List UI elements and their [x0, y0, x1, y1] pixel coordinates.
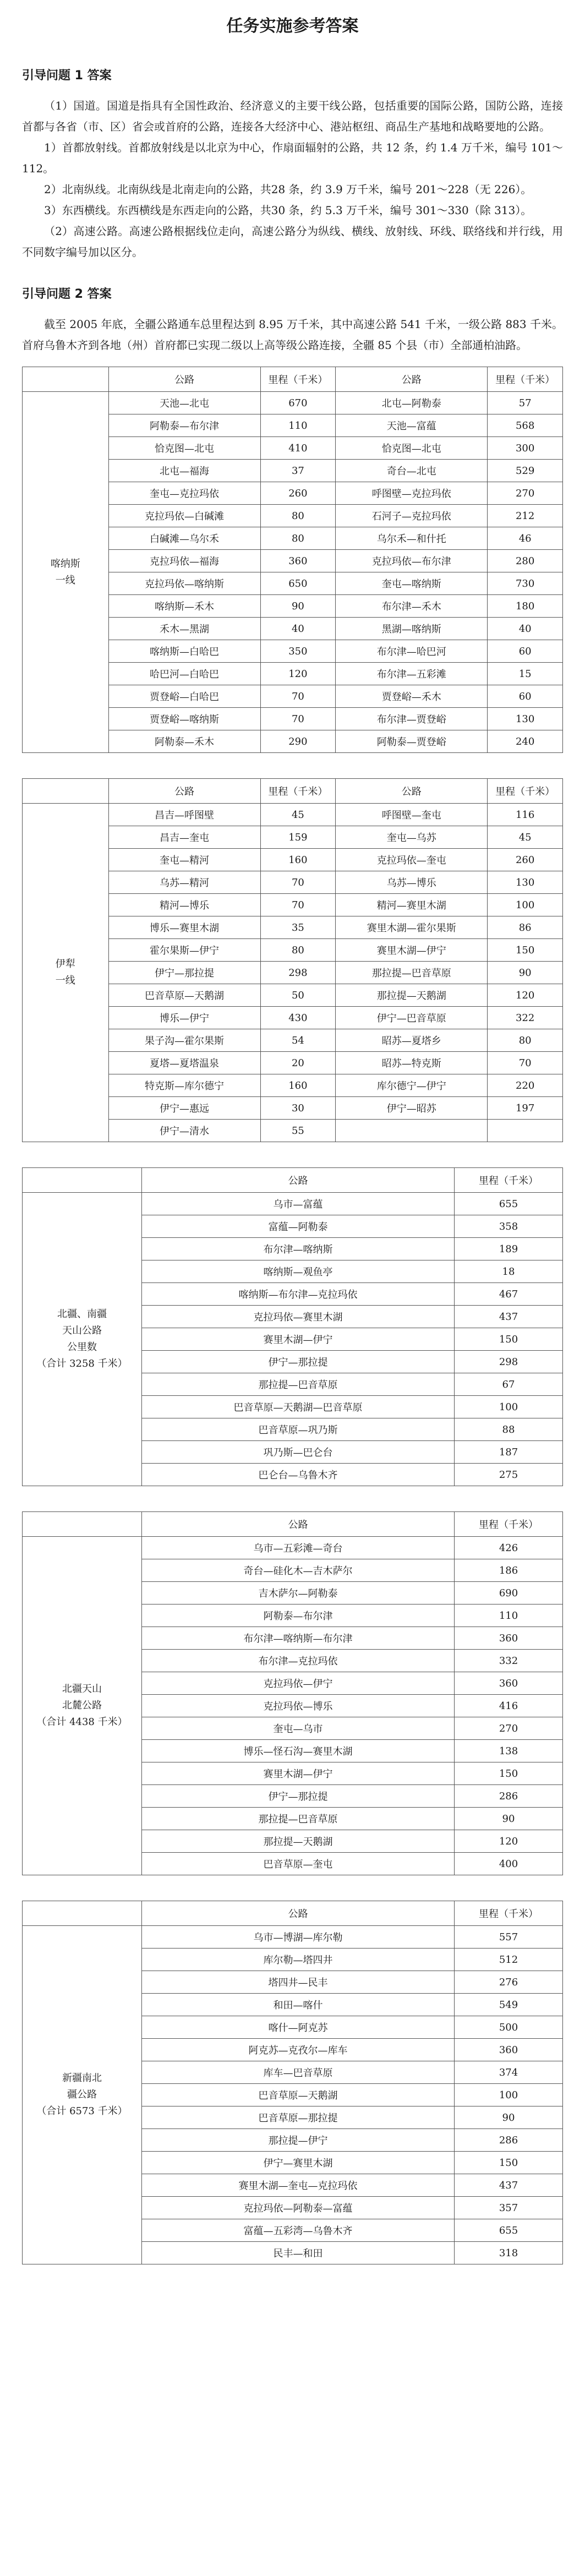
km-cell: 110 — [260, 414, 336, 437]
road-cell: 天池—富蕴 — [336, 414, 488, 437]
km-cell: 37 — [260, 460, 336, 482]
km-cell: 80 — [260, 527, 336, 550]
km-cell: 40 — [488, 618, 563, 640]
xinjiang-north-south-table — [22, 1901, 563, 2264]
road-cell: 库尔德宁—伊宁 — [336, 1074, 488, 1097]
group-label: 伊犁 一线 — [23, 804, 109, 1142]
km-cell: 730 — [488, 572, 563, 595]
ili-line-table — [22, 778, 563, 1142]
header-road: 公路 — [142, 1512, 455, 1537]
road-cell: 精河—赛里木湖 — [336, 894, 488, 916]
road-cell: 吉木萨尔—阿勒泰 — [142, 1582, 455, 1604]
km-cell: 110 — [455, 1604, 563, 1627]
road-cell: 库尔勒—塔四井 — [142, 1949, 455, 1971]
group-label: 北疆、南疆 天山公路 公里数 （合计 3258 千米） — [23, 1193, 142, 1486]
km-cell: 670 — [260, 392, 336, 414]
km-cell: 80 — [260, 505, 336, 527]
table-row — [23, 1193, 563, 1215]
km-cell: 260 — [260, 482, 336, 505]
road-cell: 布尔津—喀纳斯 — [142, 1238, 455, 1260]
road-cell: 库车—巴音草原 — [142, 2061, 455, 2084]
road-cell: 呼图壁—克拉玛依 — [336, 482, 488, 505]
km-cell: 655 — [455, 1193, 563, 1215]
road-cell: 奎屯—克拉玛依 — [108, 482, 260, 505]
km-cell: 116 — [488, 804, 563, 826]
road-cell: 赛里木湖—伊宁 — [336, 939, 488, 962]
km-cell: 332 — [455, 1650, 563, 1672]
km-cell: 318 — [455, 2242, 563, 2264]
km-cell: 90 — [455, 1808, 563, 1830]
road-cell: 克拉玛依—赛里木湖 — [142, 1306, 455, 1328]
km-cell: 150 — [488, 939, 563, 962]
km-cell: 220 — [488, 1074, 563, 1097]
km-cell: 70 — [260, 871, 336, 894]
road-cell: 伊宁—那拉提 — [142, 1351, 455, 1373]
km-cell: 50 — [260, 984, 336, 1007]
header-road: 公路 — [142, 1901, 455, 1926]
road-cell: 布尔津—克拉玛依 — [142, 1650, 455, 1672]
road-cell: 呼图壁—奎屯 — [336, 804, 488, 826]
table-row — [23, 392, 563, 414]
header-km: 里程（千米） — [488, 779, 563, 804]
header-road: 公路 — [336, 367, 488, 392]
road-cell: 巴音草原—奎屯 — [142, 1853, 455, 1875]
road-cell: 伊宁—那拉提 — [142, 1785, 455, 1808]
table-row — [23, 1926, 563, 1949]
road-cell: 阿勒泰—布尔津 — [142, 1604, 455, 1627]
road-cell: 巴音草原—巩乃斯 — [142, 1418, 455, 1441]
road-cell: 巴仑台—乌鲁木齐 — [142, 1464, 455, 1486]
km-cell: 189 — [455, 1238, 563, 1260]
km-cell: 70 — [260, 894, 336, 916]
km-cell: 130 — [488, 871, 563, 894]
road-cell: 黑湖—喀纳斯 — [336, 618, 488, 640]
km-cell: 60 — [488, 640, 563, 663]
table-row — [23, 804, 563, 826]
road-cell: 赛里木湖—伊宁 — [142, 1762, 455, 1785]
km-cell: 270 — [455, 1717, 563, 1740]
km-cell: 568 — [488, 414, 563, 437]
km-cell: 650 — [260, 572, 336, 595]
km-cell: 437 — [455, 2174, 563, 2197]
road-cell: 特克斯—库尔德宁 — [108, 1074, 260, 1097]
header-km: 里程（千米） — [455, 1168, 563, 1193]
road-cell: 布尔津—五彩滩 — [336, 663, 488, 685]
km-cell: 159 — [260, 826, 336, 849]
road-cell: 克拉玛依—福海 — [108, 550, 260, 572]
road-cell: 伊宁—那拉提 — [108, 962, 260, 984]
road-cell: 富蕴—阿勒泰 — [142, 1215, 455, 1238]
road-cell: 石河子—克拉玛依 — [336, 505, 488, 527]
road-cell: 那拉提—巴音草原 — [142, 1808, 455, 1830]
road-cell: 霍尔果斯—伊宁 — [108, 939, 260, 962]
road-cell: 夏塔—夏塔温泉 — [108, 1052, 260, 1074]
road-cell: 乌尔禾—和什托 — [336, 527, 488, 550]
road-cell: 伊宁—巴音草原 — [336, 1007, 488, 1029]
km-cell: 35 — [260, 916, 336, 939]
road-cell: 禾木—黑湖 — [108, 618, 260, 640]
km-cell: 160 — [260, 849, 336, 871]
km-cell: 100 — [455, 1396, 563, 1418]
km-cell: 374 — [455, 2061, 563, 2084]
km-cell: 512 — [455, 1949, 563, 1971]
road-cell: 赛里木湖—奎屯—克拉玛依 — [142, 2174, 455, 2197]
km-cell: 300 — [488, 437, 563, 460]
table-row — [23, 1537, 563, 1559]
road-cell: 伊宁—昭苏 — [336, 1097, 488, 1120]
road-cell: 博乐—怪石沟—赛里木湖 — [142, 1740, 455, 1762]
road-cell: 克拉玛依—博乐 — [142, 1695, 455, 1717]
road-cell: 奇台—北屯 — [336, 460, 488, 482]
km-cell: 30 — [260, 1097, 336, 1120]
km-cell: 40 — [260, 618, 336, 640]
road-cell: 那拉提—伊宁 — [142, 2129, 455, 2152]
km-cell: 86 — [488, 916, 563, 939]
header-road: 公路 — [108, 367, 260, 392]
header-blank — [23, 1168, 142, 1193]
km-cell: 500 — [455, 2016, 563, 2039]
road-cell: 博乐—伊宁 — [108, 1007, 260, 1029]
km-cell: 416 — [455, 1695, 563, 1717]
tianshan-road-table — [22, 1167, 563, 1486]
road-cell: 那拉提—巴音草原 — [336, 962, 488, 984]
km-cell: 80 — [488, 1029, 563, 1052]
road-cell: 白碱滩—乌尔禾 — [108, 527, 260, 550]
header-km: 里程（千米） — [260, 779, 336, 804]
km-cell: 70 — [260, 685, 336, 708]
km-cell: 360 — [455, 1627, 563, 1650]
road-cell: 昌吉—奎屯 — [108, 826, 260, 849]
road-cell: 恰克图—北屯 — [108, 437, 260, 460]
road-cell: 伊宁—清水 — [108, 1120, 260, 1142]
km-cell: 150 — [455, 2152, 563, 2174]
km-cell: 90 — [488, 962, 563, 984]
road-cell: 巴音草原—天鹅湖—巴音草原 — [142, 1396, 455, 1418]
km-cell: 290 — [260, 730, 336, 753]
road-cell: 奎屯—喀纳斯 — [336, 572, 488, 595]
road-cell: 克拉玛依—喀纳斯 — [108, 572, 260, 595]
km-cell: 298 — [455, 1351, 563, 1373]
road-cell: 那拉提—天鹅湖 — [336, 984, 488, 1007]
road-cell: 克拉玛依—伊宁 — [142, 1672, 455, 1695]
km-cell: 180 — [488, 595, 563, 618]
header-blank — [23, 1512, 142, 1537]
road-cell: 博乐—赛里木湖 — [108, 916, 260, 939]
km-cell: 557 — [455, 1926, 563, 1949]
km-cell: 150 — [455, 1328, 563, 1351]
road-cell: 阿勒泰—贾登峪 — [336, 730, 488, 753]
header-km: 里程（千米） — [260, 367, 336, 392]
km-cell: 120 — [488, 984, 563, 1007]
road-cell: 富蕴—五彩湾—乌鲁木齐 — [142, 2219, 455, 2242]
km-cell: 45 — [488, 826, 563, 849]
km-cell: 60 — [488, 685, 563, 708]
header-km: 里程（千米） — [455, 1512, 563, 1537]
road-cell: 奎屯—精河 — [108, 849, 260, 871]
km-cell: 67 — [455, 1373, 563, 1396]
road-cell: 阿勒泰—布尔津 — [108, 414, 260, 437]
km-cell: 15 — [488, 663, 563, 685]
km-cell: 357 — [455, 2197, 563, 2219]
km-cell: 46 — [488, 527, 563, 550]
q1-paragraph-expressway: （2）高速公路。高速公路根据线位走向，高速公路分为纵线、横线、放射线、环线、联络线和并行线，用不同数字编号加以区分。 — [22, 225, 563, 259]
road-cell: 克拉玛依—布尔津 — [336, 550, 488, 572]
km-cell: 529 — [488, 460, 563, 482]
km-cell: 690 — [455, 1582, 563, 1604]
km-cell: 322 — [488, 1007, 563, 1029]
road-cell: 北屯—阿勒泰 — [336, 392, 488, 414]
km-cell: 286 — [455, 1785, 563, 1808]
road-cell: 阿勒泰—禾木 — [108, 730, 260, 753]
road-cell: 民丰—和田 — [142, 2242, 455, 2264]
header-road: 公路 — [336, 779, 488, 804]
km-cell: 90 — [260, 595, 336, 618]
road-cell: 哈巴河—白哈巴 — [108, 663, 260, 685]
km-cell: 45 — [260, 804, 336, 826]
document-title: 任务实施参考答案 — [226, 17, 359, 36]
km-cell: 437 — [455, 1306, 563, 1328]
north-tianshan-table — [22, 1511, 563, 1875]
km-cell: 426 — [455, 1537, 563, 1559]
km-cell: 360 — [455, 2039, 563, 2061]
km-cell: 138 — [455, 1740, 563, 1762]
header-blank — [23, 779, 109, 804]
km-cell: 187 — [455, 1441, 563, 1464]
km-cell: 130 — [488, 708, 563, 730]
road-cell: 那拉提—天鹅湖 — [142, 1830, 455, 1853]
q1-paragraph-national-roads: （1）国道。国道是指具有全国性政治、经济意义的主要干线公路，包括重要的国际公路，国防公路，连接首都与各省（市、区）省会或首府的公路，连接各大经济中心、港站枢纽、商品生产基地和战略要地的公路。 — [22, 99, 563, 133]
km-cell: 276 — [455, 1971, 563, 1994]
q1-paragraph-north-south: 2）北南纵线。北南纵线是北南走向的公路，共28 条，约 3.9 万千米，编号 201～228（无 226）。 — [44, 183, 532, 196]
q2-paragraph: 截至 2005 年底，全疆公路通车总里程达到 8.95 万千米，其中高速公路 541 千米，一级公路 883 千米。首府乌鲁木齐到各地（州）首府都已实现二级以上高等级公路连接，全疆 85 个县（市）全部通柏油路。 — [22, 318, 563, 352]
group-label: 新疆南北 疆公路 （合计 6573 千米） — [23, 1926, 142, 2264]
road-cell — [336, 1120, 488, 1142]
road-cell: 布尔津—禾木 — [336, 595, 488, 618]
road-cell: 昌吉—呼图壁 — [108, 804, 260, 826]
road-cell: 赛里木湖—伊宁 — [142, 1328, 455, 1351]
table-header-row — [23, 1512, 563, 1537]
road-cell: 塔四井—民丰 — [142, 1971, 455, 1994]
question-2-heading: 引导问题 2 答案 — [22, 287, 112, 301]
road-cell: 布尔津—哈巴河 — [336, 640, 488, 663]
road-cell: 乌市—博湖—库尔勒 — [142, 1926, 455, 1949]
km-cell: 90 — [455, 2106, 563, 2129]
km-cell: 160 — [260, 1074, 336, 1097]
km-cell: 70 — [260, 708, 336, 730]
road-cell: 克拉玛依—阿勒泰—富蕴 — [142, 2197, 455, 2219]
road-cell: 乌苏—精河 — [108, 871, 260, 894]
km-cell: 286 — [455, 2129, 563, 2152]
road-cell: 巴音草原—那拉提 — [142, 2106, 455, 2129]
road-cell: 喀纳斯—观鱼亭 — [142, 1260, 455, 1283]
road-cell: 昭苏—夏塔乡 — [336, 1029, 488, 1052]
road-cell: 贾登峪—喀纳斯 — [108, 708, 260, 730]
table-header-row — [23, 1168, 563, 1193]
road-cell: 布尔津—贾登峪 — [336, 708, 488, 730]
group-label: 喀纳斯 一线 — [23, 392, 109, 753]
km-cell: 197 — [488, 1097, 563, 1120]
group-label: 北疆天山 北麓公路 （合计 4438 千米） — [23, 1537, 142, 1875]
road-cell: 昭苏—特克斯 — [336, 1052, 488, 1074]
km-cell: 20 — [260, 1052, 336, 1074]
road-cell: 巩乃斯—巴仑台 — [142, 1441, 455, 1464]
header-blank — [23, 367, 109, 392]
table-header-row — [23, 779, 563, 804]
km-cell: 549 — [455, 1994, 563, 2016]
road-cell: 奎屯—乌苏 — [336, 826, 488, 849]
km-cell: 360 — [260, 550, 336, 572]
road-cell: 巴音草原—天鹅湖 — [142, 2084, 455, 2106]
road-cell: 乌苏—博乐 — [336, 871, 488, 894]
road-cell: 克拉玛依—白碱滩 — [108, 505, 260, 527]
header-blank — [23, 1901, 142, 1926]
road-cell: 喀什—阿克苏 — [142, 2016, 455, 2039]
road-cell: 伊宁—惠远 — [108, 1097, 260, 1120]
road-cell: 布尔津—喀纳斯—布尔津 — [142, 1627, 455, 1650]
km-cell: 410 — [260, 437, 336, 460]
km-cell: 275 — [455, 1464, 563, 1486]
road-cell: 乌市—五彩滩—奇台 — [142, 1537, 455, 1559]
km-cell: 88 — [455, 1418, 563, 1441]
km-cell: 360 — [455, 1672, 563, 1695]
header-road: 公路 — [108, 779, 260, 804]
road-cell: 恰克图—北屯 — [336, 437, 488, 460]
road-cell: 赛里木湖—霍尔果斯 — [336, 916, 488, 939]
km-cell: 400 — [455, 1853, 563, 1875]
km-cell: 280 — [488, 550, 563, 572]
road-cell: 贾登峪—禾木 — [336, 685, 488, 708]
km-cell: 212 — [488, 505, 563, 527]
km-cell: 270 — [488, 482, 563, 505]
road-cell: 巴音草原—天鹅湖 — [108, 984, 260, 1007]
km-cell: 298 — [260, 962, 336, 984]
header-km: 里程（千米） — [488, 367, 563, 392]
road-cell: 伊宁—赛里木湖 — [142, 2152, 455, 2174]
road-cell: 和田—喀什 — [142, 1994, 455, 2016]
km-cell: 120 — [260, 663, 336, 685]
q1-paragraph-capital-radial: 1）首都放射线。首都放射线是以北京为中心，作扇面辐射的公路，共 12 条，约 1.4 万千米，编号 101～112。 — [22, 141, 563, 175]
km-cell: 80 — [260, 939, 336, 962]
km-cell: 430 — [260, 1007, 336, 1029]
km-cell: 70 — [488, 1052, 563, 1074]
table-header-row — [23, 1901, 563, 1926]
kanas-line-table — [22, 367, 563, 753]
km-cell: 120 — [455, 1830, 563, 1853]
km-cell — [488, 1120, 563, 1142]
km-cell: 467 — [455, 1283, 563, 1306]
km-cell: 150 — [455, 1762, 563, 1785]
road-cell: 北屯—福海 — [108, 460, 260, 482]
km-cell: 100 — [488, 894, 563, 916]
road-cell: 果子沟—霍尔果斯 — [108, 1029, 260, 1052]
road-cell: 奎屯—乌市 — [142, 1717, 455, 1740]
road-cell: 喀纳斯—禾木 — [108, 595, 260, 618]
road-cell: 精河—博乐 — [108, 894, 260, 916]
km-cell: 57 — [488, 392, 563, 414]
road-cell: 那拉提—巴音草原 — [142, 1373, 455, 1396]
road-cell: 克拉玛依—奎屯 — [336, 849, 488, 871]
km-cell: 350 — [260, 640, 336, 663]
road-cell: 阿克苏—克孜尔—库车 — [142, 2039, 455, 2061]
road-cell: 天池—北屯 — [108, 392, 260, 414]
road-cell: 贾登峪—白哈巴 — [108, 685, 260, 708]
km-cell: 18 — [455, 1260, 563, 1283]
km-cell: 186 — [455, 1559, 563, 1582]
question-1-heading: 引导问题 1 答案 — [22, 69, 112, 83]
road-cell: 奇台—硅化木—吉木萨尔 — [142, 1559, 455, 1582]
header-km: 里程（千米） — [455, 1901, 563, 1926]
km-cell: 358 — [455, 1215, 563, 1238]
road-cell: 乌市—富蕴 — [142, 1193, 455, 1215]
km-cell: 100 — [455, 2084, 563, 2106]
q1-paragraph-east-west: 3）东西横线。东西横线是东西走向的公路，共30 条，约 5.3 万千米，编号 301～330（除 313）。 — [44, 204, 532, 217]
km-cell: 55 — [260, 1120, 336, 1142]
km-cell: 260 — [488, 849, 563, 871]
header-road: 公路 — [142, 1168, 455, 1193]
km-cell: 655 — [455, 2219, 563, 2242]
km-cell: 54 — [260, 1029, 336, 1052]
table-header-row — [23, 367, 563, 392]
km-cell: 240 — [488, 730, 563, 753]
road-cell: 喀纳斯—白哈巴 — [108, 640, 260, 663]
road-cell: 喀纳斯—布尔津—克拉玛依 — [142, 1283, 455, 1306]
